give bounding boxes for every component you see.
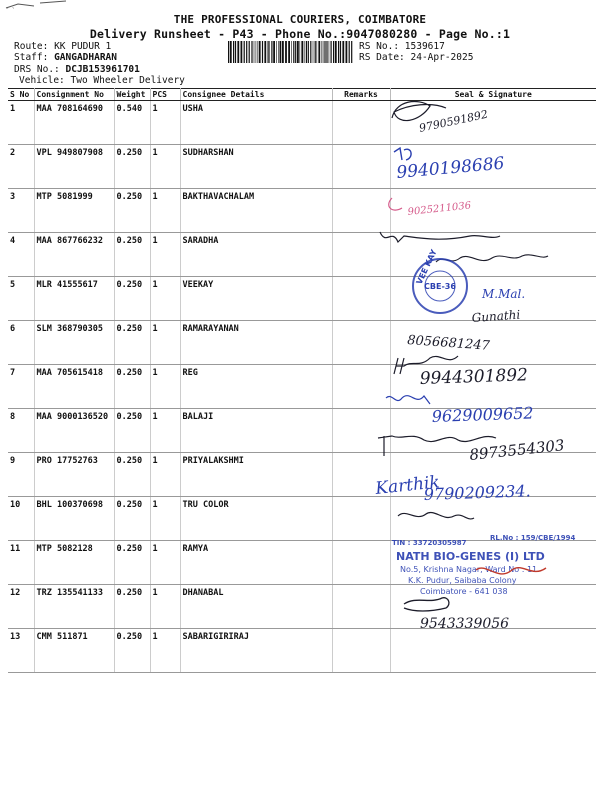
cell-signature (390, 189, 596, 233)
cell-consignment: MAA 708164690 (34, 101, 114, 145)
cell-sno: 10 (8, 497, 34, 541)
scan-mark-icon (4, 0, 74, 14)
table-row (8, 541, 596, 585)
cell-remarks (332, 409, 390, 453)
route-line (14, 41, 111, 52)
cell-consignee: RAMYA (180, 541, 332, 585)
col-pcs: PCS (150, 89, 180, 101)
col-sno: S No (8, 89, 34, 101)
barcode-image (228, 41, 353, 63)
cell-consignee: DHANABAL (180, 585, 332, 629)
cell-consignee: SUDHARSHAN (180, 145, 332, 189)
stamp-tin: TIN : 33720305987 (392, 539, 467, 547)
col-consignee: Consignee Details (180, 89, 332, 101)
cell-remarks (332, 629, 390, 673)
cell-pcs: 1 (150, 365, 180, 409)
cell-signature (390, 145, 596, 189)
cell-pcs: 1 (150, 145, 180, 189)
route-label: Route: (14, 41, 49, 52)
cell-sno: 4 (8, 233, 34, 277)
table-row (8, 277, 596, 321)
col-signature: Seal & Signature (390, 89, 596, 101)
phone-row-6: 8056681247 (406, 333, 491, 354)
rs-date-label: RS Date: (359, 52, 405, 63)
cell-consignee: BAKTHAVACHALAM (180, 189, 332, 233)
svg-text:` `: ` ` (6, 7, 16, 14)
cell-signature (390, 101, 596, 145)
round-stamp-text: VEE KAY (414, 248, 439, 286)
rs-date-value: 24-Apr-2025 (410, 52, 474, 63)
cell-consignment: SLM 368790305 (34, 321, 114, 365)
table-row (8, 101, 596, 145)
table-row (8, 409, 596, 453)
cell-pcs: 1 (150, 101, 180, 145)
staff-value: GANGADHARAN (54, 52, 117, 63)
phone-row-3: 9025211036 (407, 200, 472, 218)
stamp-address-1: No.5, Krishna Nagar, Ward No : 11 (400, 565, 538, 574)
cell-weight: 0.250 (114, 453, 150, 497)
cell-consignee: BALAJI (180, 409, 332, 453)
cell-remarks (332, 277, 390, 321)
cell-consignment: MLR 41555617 (34, 277, 114, 321)
table-row (8, 497, 596, 541)
cell-consignment: PRO 17752763 (34, 453, 114, 497)
cell-sno: 7 (8, 365, 34, 409)
cell-weight: 0.250 (114, 497, 150, 541)
cell-remarks (332, 145, 390, 189)
cell-signature (390, 409, 596, 453)
table-row (8, 453, 596, 497)
cell-consignment: CMM 511871 (34, 629, 114, 673)
cell-signature (390, 365, 596, 409)
cell-weight: 0.250 (114, 145, 150, 189)
col-weight: Weight (114, 89, 150, 101)
cell-pcs: 1 (150, 321, 180, 365)
cell-remarks (332, 321, 390, 365)
cell-signature (390, 541, 596, 585)
vehicle-line (19, 75, 185, 86)
cell-pcs: 1 (150, 497, 180, 541)
cell-remarks (332, 541, 390, 585)
cell-pcs: 1 (150, 453, 180, 497)
cell-consignee: TRU COLOR (180, 497, 332, 541)
cell-weight: 0.250 (114, 629, 150, 673)
cell-sno: 6 (8, 321, 34, 365)
table-row (8, 585, 596, 629)
stamp-address-3: Coimbatore - 641 038 (420, 587, 508, 596)
cell-weight: 0.250 (114, 321, 150, 365)
cell-remarks (332, 585, 390, 629)
cell-sno: 11 (8, 541, 34, 585)
table-row (8, 629, 596, 673)
cell-consignment: MAA 705615418 (34, 365, 114, 409)
cell-sno: 12 (8, 585, 34, 629)
table-row (8, 189, 596, 233)
table-row (8, 321, 596, 365)
round-stamp-code: CBE-36 (424, 282, 456, 291)
cell-pcs: 1 (150, 541, 180, 585)
cell-signature (390, 321, 596, 365)
cell-consignment: MAA 9000136520 (34, 409, 114, 453)
cell-pcs: 1 (150, 585, 180, 629)
cell-remarks (332, 101, 390, 145)
rs-no-label: RS No.: (359, 41, 400, 52)
phone-row-2: 9940198686 (395, 153, 506, 183)
cell-weight: 0.250 (114, 277, 150, 321)
cell-sno: 2 (8, 145, 34, 189)
staff-line (14, 52, 117, 63)
col-remarks: Remarks (332, 89, 390, 101)
cell-weight: 0.250 (114, 541, 150, 585)
cell-pcs: 1 (150, 233, 180, 277)
cell-consignment: MTP 5082128 (34, 541, 114, 585)
cell-pcs: 1 (150, 277, 180, 321)
cell-pcs: 1 (150, 629, 180, 673)
cell-consignment: BHL 100370698 (34, 497, 114, 541)
route-value: KK PUDUR 1 (54, 41, 112, 52)
cell-signature (390, 585, 596, 629)
cell-signature (390, 233, 596, 277)
cell-weight: 0.250 (114, 409, 150, 453)
cell-consignment: TRZ 135541133 (34, 585, 114, 629)
drs-value: DCJB153961701 (65, 64, 140, 75)
phone-row-1: 9790591892 (417, 107, 490, 135)
cell-pcs: 1 (150, 409, 180, 453)
cell-remarks (332, 453, 390, 497)
col-consignment: Consignment No (34, 89, 114, 101)
vehicle-label: Vehicle: (19, 75, 65, 86)
phone-row-13: 9543339056 (420, 616, 510, 632)
cell-consignee: VEEKAY (180, 277, 332, 321)
cell-sno: 8 (8, 409, 34, 453)
stamp-address-2: K.K. Pudur, Saibaba Colony (408, 576, 517, 585)
cell-weight: 0.250 (114, 585, 150, 629)
cell-signature (390, 629, 596, 673)
table-row (8, 145, 596, 189)
cell-sno: 1 (8, 101, 34, 145)
cell-sno: 3 (8, 189, 34, 233)
rs-date-line (359, 52, 473, 63)
vehicle-value: Two Wheeler Delivery (70, 75, 185, 86)
rs-no-line (359, 41, 445, 52)
cell-consignee: SARADHA (180, 233, 332, 277)
cell-signature (390, 453, 596, 497)
staff-label: Staff: (14, 52, 49, 63)
name-row-6: Gunathi (471, 307, 521, 325)
initials-row-5: M.Mal. (482, 287, 526, 301)
cell-consignment: MAA 867766232 (34, 233, 114, 277)
cell-remarks (332, 497, 390, 541)
cell-weight: 0.250 (114, 189, 150, 233)
phone-row-10: 9790209234. (423, 481, 531, 504)
phone-row-7: 9944301892 (419, 365, 529, 389)
cell-consignment: MTP 5081999 (34, 189, 114, 233)
cell-pcs: 1 (150, 189, 180, 233)
drs-label: DRS No.: (14, 64, 60, 75)
cell-consignee: RAMARAYANAN (180, 321, 332, 365)
company-title: THE PROFESSIONAL COURIERS, COIMBATORE (173, 13, 427, 26)
rs-no-value: 1539617 (404, 41, 445, 52)
stamp-regno: RL.No : 159/CBE/1994 (490, 534, 576, 542)
table-header-row (8, 89, 596, 101)
cell-sno: 9 (8, 453, 34, 497)
phone-row-8: 9629009652 (431, 403, 534, 426)
cell-weight: 0.540 (114, 101, 150, 145)
cell-consignee: USHA (180, 101, 332, 145)
table-row (8, 233, 596, 277)
delivery-table (8, 88, 596, 673)
cell-weight: 0.250 (114, 233, 150, 277)
table-row (8, 365, 596, 409)
cell-consignment: VPL 949807908 (34, 145, 114, 189)
cell-weight: 0.250 (114, 365, 150, 409)
runsheet-subtitle: Delivery Runsheet - P43 - Phone No.:9047080280 - Page No.:1 (89, 27, 511, 41)
cell-sno: 5 (8, 277, 34, 321)
cell-remarks (332, 365, 390, 409)
name-row-10: Karthik (374, 472, 441, 499)
stamp-company-name: NATH BIO-GENES (I) LTD (396, 550, 545, 563)
phone-row-9: 8973554303 (468, 436, 566, 464)
cell-consignee: PRIYALAKSHMI (180, 453, 332, 497)
drs-line (14, 64, 140, 75)
cell-signature (390, 277, 596, 321)
cell-remarks (332, 233, 390, 277)
cell-remarks (332, 189, 390, 233)
cell-signature (390, 497, 596, 541)
cell-sno: 13 (8, 629, 34, 673)
cell-consignee: SABARIGIRIRAJ (180, 629, 332, 673)
cell-consignee: REG (180, 365, 332, 409)
